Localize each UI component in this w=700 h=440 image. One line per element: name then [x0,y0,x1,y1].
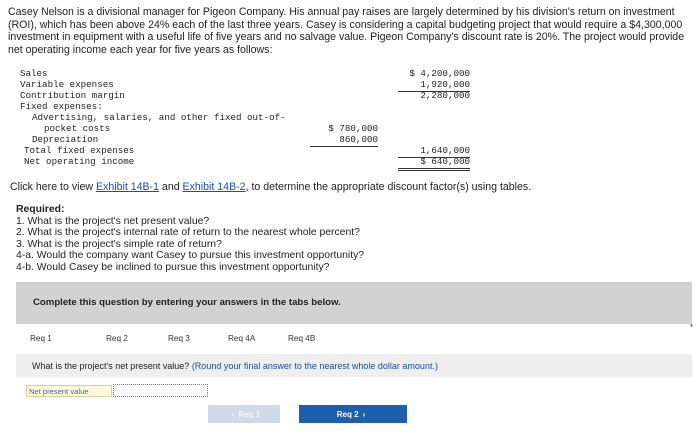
row-net-operating-income [20,157,470,168]
advertising-value: $ 780,000 [328,123,378,134]
exhibit-14b-2-link[interactable]: Exhibit 14B-2 [182,181,246,193]
advertising-label-line2: pocket costs [44,123,111,134]
problem-intro: Casey Nelson is a divisional manager for Pigeon Company. His annual pay raises are largely determined by his division's return on investment (ROI), which has been above 24% each of the last three years. Casey is considering a capital budgeting project that would require a $4,300,000 investment in equipment with a useful life of five years and no salvage value. Pigeon Company's discount rate is 20%. The project would provide net operating income each year for five years as follows: [8,6,685,56]
tab-req-1[interactable]: Req 1 [30,334,52,343]
question-box [16,354,692,377]
net-present-value-label: Net present value [26,385,112,397]
sales-value: $ 4,200,000 [409,68,470,79]
total-fixed-label: Total fixed expenses [24,145,135,156]
required-item-3: 3. What is the project's simple rate of return? [16,238,222,250]
chevron-right-icon: › [362,409,366,419]
variable-expenses-label: Variable expenses [20,79,114,90]
req-tabs [16,326,692,355]
chevron-left-icon: ‹ [231,409,235,419]
depreciation-value: 860,000 [310,135,378,147]
exhibit-prefix: Click here to view [10,181,96,193]
exhibit-instructions [10,181,531,193]
prev-req-label: Req 1 [238,409,261,419]
required-section [16,204,364,274]
question-main: What is the project's net present value? [32,361,192,371]
total-fixed-value: 1,640,000 [398,146,470,158]
exhibit-suffix: , to determine the appropriate discount factor(s) using tables. [245,181,532,193]
tab-req-4b[interactable]: Req 4B [288,334,316,343]
required-item-4b: 4-b. Would Casey be inclined to pursue this investment opportunity? [16,261,330,273]
net-operating-income-label: Net operating income [24,156,135,167]
required-heading: Required: [16,204,65,215]
sales-label: Sales [20,68,48,79]
tab-req-2[interactable]: Req 2 [106,334,128,343]
contribution-margin-value: 2,280,000 [420,90,470,101]
depreciation-label: Depreciation [32,134,99,145]
required-item-2: 2. What is the project's internal rate of return to the nearest whole percent? [16,227,360,239]
tab-req-3[interactable]: Req 3 [168,334,190,343]
variable-expenses-value: 1,920,000 [398,80,470,92]
exhibit-14b-1-link[interactable]: Exhibit 14B-1 [95,181,159,193]
fixed-expenses-label: Fixed expenses: [20,101,103,112]
instructions-panel [16,282,692,324]
next-req-button[interactable] [299,405,407,423]
exhibit-and: and [158,181,183,193]
question-text [32,361,438,371]
net-operating-income-value: $ 640,000 [398,157,470,171]
next-req-label: Req 2 [336,409,359,419]
net-present-value-input[interactable] [113,384,208,397]
panel-label: Complete this question by entering your answers in the tabs below. [33,297,341,308]
required-item-1: 1. What is the project's net present value? [16,215,210,227]
dot-marker: • [690,321,693,330]
required-item-4a: 4-a. Would the company want Casey to pursue this investment opportunity? [16,250,365,262]
financial-table [20,69,470,169]
question-hint: (Round your final answer to the nearest whole dollar amount.) [191,361,438,371]
contribution-margin-label: Contribution margin [20,90,125,101]
tab-req-4a[interactable]: Req 4A [228,334,256,343]
advertising-label-line1: Advertising, salaries, and other fixed out-of- [32,112,286,123]
prev-req-button[interactable] [208,405,280,423]
